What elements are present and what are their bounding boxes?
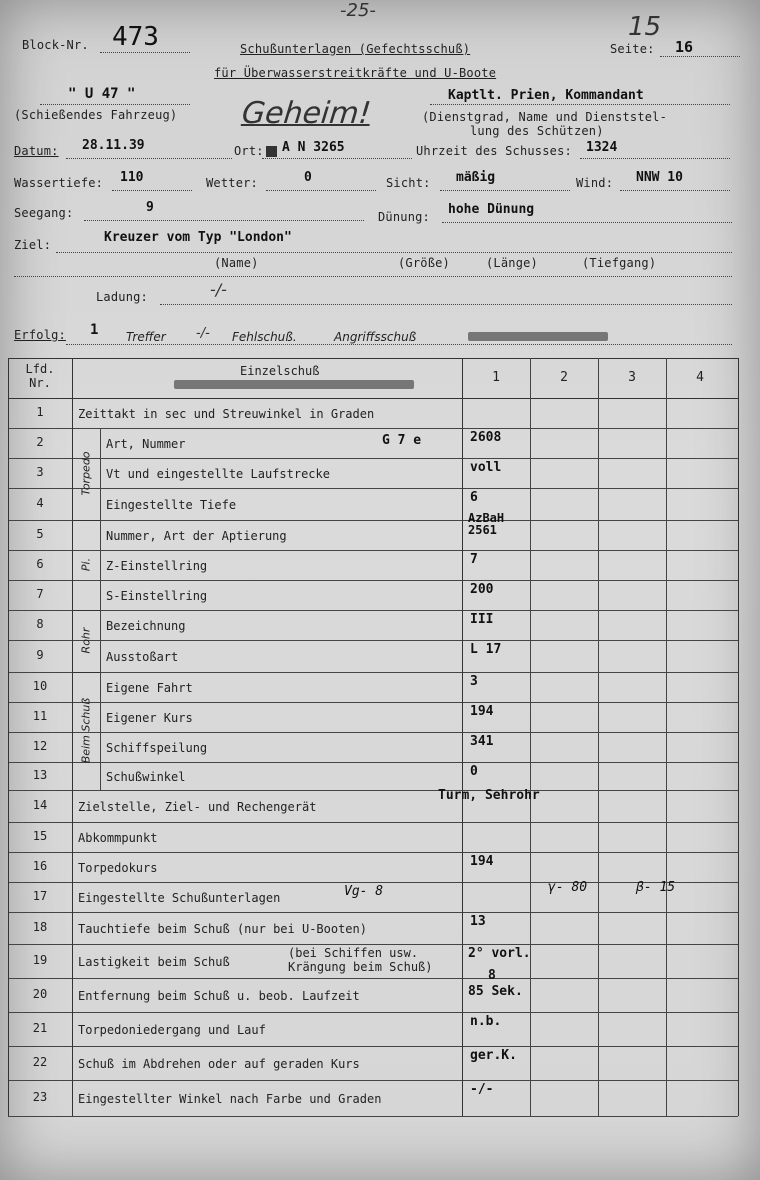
wind-value: NNW 10 [636,170,683,185]
datum-label: Datum: [14,144,59,158]
row-label: Tauchtiefe beim Schuß (nur bei U-Booten) [78,922,367,936]
block-dots [100,52,190,53]
table-row-border [8,944,738,945]
row-label: Lastigkeit beim Schuß [78,955,230,969]
duenung-value: hohe Dünung [448,202,535,217]
ladung-dots [160,304,732,305]
group-label-1: Pi. [79,557,93,572]
row-value-1: L 17 [470,642,502,657]
row-value-3: β- 15 [636,880,676,895]
row-number: 9 [36,648,44,662]
table-row-border [8,702,738,703]
row-extra: G 7 e [382,433,422,448]
table-row-border [8,580,738,581]
table-row-border [8,762,738,763]
erfolg-treffer: Treffer [126,330,166,344]
ladung-label: Ladung: [96,290,148,304]
row-value-1: 200 [470,582,494,597]
row-number: 14 [32,798,48,812]
ziel-sub-tiefgang: (Tiefgang) [582,256,657,270]
page-mark: -25- [340,0,376,21]
col-header-4: 4 [696,370,704,385]
table-desc-divider [462,358,463,1116]
shooter-dots [430,104,730,105]
row-label: Torpedoniedergang und Lauf [78,1023,266,1037]
row-label-note-2: Krängung beim Schuß) [288,960,433,974]
row-number: 21 [32,1021,48,1035]
table-row-border [8,672,738,673]
table-row-border [8,520,738,521]
duenung-dots [442,222,732,223]
table-row-border [8,550,738,551]
row-number: 5 [36,527,44,541]
erfolg-hits: 1 [90,322,99,338]
row-number: 10 [32,679,48,693]
table-row-border [8,822,738,823]
row-value-1: Turm, Sehrohr [438,788,540,803]
row-label: Schußwinkel [106,770,186,784]
table-row-border [8,458,738,459]
ort-label: Ort: [234,144,264,158]
form-title-line2: für Überwasserstreitkräfte und U-Boote [214,66,497,80]
row-value-1: -/- [470,1082,494,1097]
wassertiefe-dots [112,190,192,191]
seegang-dots [84,220,364,221]
row-value-1: 7 [470,552,478,567]
uhrzeit-value: 1324 [586,140,618,155]
table-row-border [8,1046,738,1047]
row-label: Ausstoßart [106,650,179,664]
seite-label: Seite: [610,42,655,56]
shooter-label-1: (Dienstgrad, Name und Dienststel- [422,110,668,124]
ladung-value: -/- [210,280,227,299]
seite-dots [660,56,740,57]
ziel-sub-name: (Name) [214,256,259,270]
table-row-border [8,1116,738,1117]
row-number: 12 [32,739,48,753]
ziel-label: Ziel: [14,238,52,252]
row-value-1: AzBaH 2561 [468,511,505,537]
seite-hand-number: 15 [628,12,662,42]
table-row-border [8,640,738,641]
row-value-1: III [470,612,494,627]
datum-dots [66,158,232,159]
table-top-border [8,358,738,359]
row-label: Z-Einstellring [106,559,208,573]
row-label: Zielstelle, Ziel- und Rechengerät [78,800,317,814]
table-col2-divider [598,358,599,1116]
ziel-dots-2 [14,276,732,277]
seegang-value: 9 [146,200,154,215]
wetter-value: 0 [304,170,312,185]
row-value-1: 194 [470,854,494,869]
row-value-1: 8 [488,968,496,983]
row-value-1: 2608 [470,430,502,445]
block-label: Block-Nr. [22,38,89,52]
table-row-border [8,732,738,733]
row-number: 8 [36,617,44,631]
col-header-redaction [174,380,414,389]
row-value-2: γ- 80 [548,880,588,895]
group-label-3: Beim Schuß [79,697,93,764]
ziel-dots [56,252,732,253]
row-label: Eingestellte Schußunterlagen [78,891,281,905]
erfolg-redaction [468,332,608,341]
erfolg-miss: -/- [196,326,210,341]
erfolg-label: Erfolg: [14,328,66,342]
seegang-label: Seegang: [14,206,74,220]
table-nr-divider [72,358,73,1116]
row-number: 11 [32,709,48,723]
row-value-1: ger.K. [470,1048,517,1063]
row-value-1: n.b. [470,1014,502,1029]
erfolg-dots [66,344,732,345]
row-number: 6 [36,557,44,571]
uhrzeit-label: Uhrzeit des Schusses: [416,144,572,158]
wassertiefe-value: 110 [120,170,144,185]
wind-label: Wind: [576,176,614,190]
table-row-border [8,852,738,853]
col-header-1: 1 [492,370,500,385]
row-label: Abkommpunkt [78,831,158,845]
row-value-1: 0 [470,764,478,779]
row-label: Eingestellter Winkel nach Farbe und Graden [78,1092,382,1106]
row-label: Eigener Kurs [106,711,193,725]
sicht-dots [440,190,570,191]
erfolg-angriff: Angriffsschuß [334,330,417,344]
row-value-1: 194 [470,704,494,719]
table-group-divider [100,428,101,790]
row-label: Bezeichnung [106,619,186,633]
row-number: 13 [32,768,48,782]
row-number: 1 [36,405,44,419]
row-label: Entfernung beim Schuß u. beob. Laufzeit [78,989,360,1003]
row-number: 2 [36,435,44,449]
row-number: 20 [32,987,48,1001]
table-header-border [8,398,738,399]
table-right-border [738,358,739,1116]
duenung-label: Dünung: [378,210,430,224]
table-row-border [8,488,738,489]
wetter-label: Wetter: [206,176,258,190]
seite-value: 16 [675,38,694,56]
row-number: 4 [36,496,44,510]
row-value-1: 6 [470,490,478,505]
wetter-dots [266,190,376,191]
col-header-3: 3 [628,370,636,385]
row-label: Torpedokurs [78,861,158,875]
vessel-label: (Schießendes Fahrzeug) [14,108,178,122]
row-number: 15 [32,829,48,843]
row-label: Eigene Fahrt [106,681,193,695]
row-number: 18 [32,920,48,934]
geheim-stamp: Geheim! [240,96,373,131]
form-title-line1: Schußunterlagen (Gefechtsschuß) [240,42,471,56]
col-header-desc: Einzelschuß [240,364,320,378]
ort-dots [262,158,412,159]
table-row-border [8,912,738,913]
sicht-value: mäßig [456,170,496,185]
row-number: 17 [32,889,48,903]
shooter-label-2: lung des Schützen) [470,124,604,138]
ort-marker-icon [266,146,277,157]
row-value-1: Vg- 8 [344,884,384,899]
row-number: 7 [36,587,44,601]
row-value-1: 13 [470,914,486,929]
row-value-1: 341 [470,734,494,749]
uhrzeit-dots [580,158,730,159]
table-row-border [8,610,738,611]
row-label: Schuß im Abdrehen oder auf geraden Kurs [78,1057,360,1071]
shooter-value: Kaptlt. Prien, Kommandant [448,88,644,103]
table-row-border [8,978,738,979]
row-label: Nummer, Art der Aptierung [106,529,287,543]
wassertiefe-label: Wassertiefe: [14,176,104,190]
table-row-border [8,1012,738,1013]
block-number: 473 [112,22,159,52]
vessel-value: " U 47 " [68,86,136,102]
vessel-dots [40,104,190,105]
ziel-value: Kreuzer vom Typ "London" [104,230,292,245]
row-number: 3 [36,465,44,479]
row-value-1: voll [470,460,502,475]
group-label-2: Rohr [79,627,93,654]
col-header-lfd-2: Nr. [29,376,51,390]
group-border [72,520,100,521]
table-col3-divider [666,358,667,1116]
row-label: Vt und eingestellte Laufstrecke [106,467,330,481]
table-col1-divider [530,358,531,1116]
group-border [72,672,100,673]
row-label: S-Einstellring [106,589,208,603]
table-row-border [8,1080,738,1081]
row-number: 22 [32,1055,48,1069]
row-label: Art, Nummer [106,437,186,451]
row-label: Eingestellte Tiefe [106,498,237,512]
table-row-border [8,428,738,429]
col-header-lfd-1: Lfd. [25,362,55,376]
row-number: 16 [32,859,48,873]
wind-dots [620,190,730,191]
sicht-label: Sicht: [386,176,431,190]
col-header-2: 2 [560,370,568,385]
row-value-1b: 85 Sek. [468,984,523,999]
row-value-1: 2° vorl. [468,946,531,961]
datum-value: 28.11.39 [82,138,145,153]
row-label: Zeittakt in sec und Streuwinkel in Graden [78,407,375,421]
group-label-0: Torpedo [79,451,93,496]
table-row-border [8,882,738,883]
erfolg-fehlschuss: Fehlschuß. [232,330,297,344]
table-row-border [8,790,738,791]
row-label: Schiffspeilung [106,741,208,755]
ort-value: A N 3265 [282,140,345,155]
row-number: 19 [32,953,48,967]
row-number: 23 [32,1090,48,1104]
row-value-1: 3 [470,674,478,689]
ziel-sub-laenge: (Länge) [486,256,538,270]
ziel-sub-groesse: (Größe) [398,256,450,270]
row-label-note-1: (bei Schiffen usw. [288,946,419,960]
